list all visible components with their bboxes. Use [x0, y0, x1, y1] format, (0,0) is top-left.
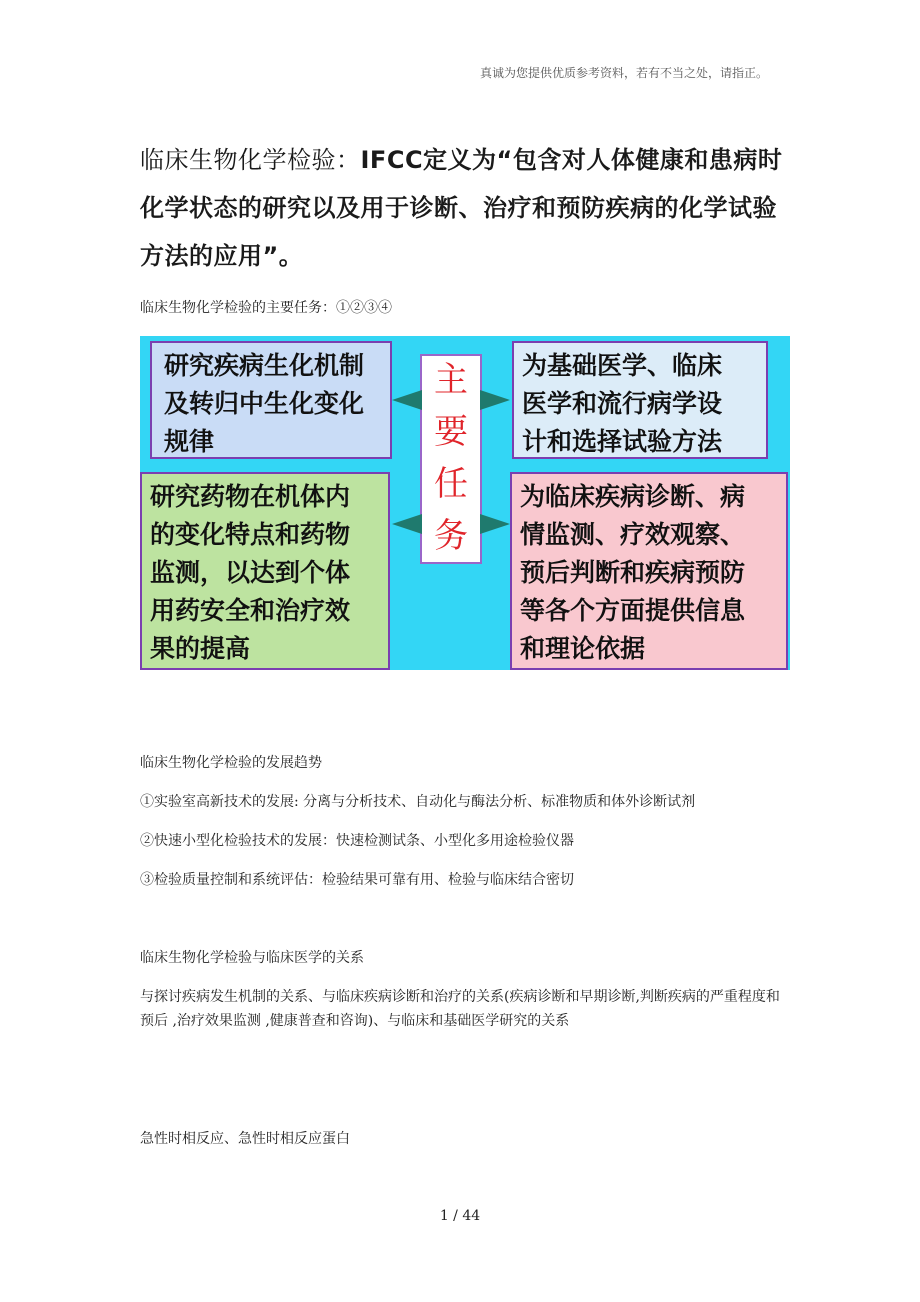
- center-label-box: [420, 354, 482, 564]
- center-char: 务: [434, 516, 468, 556]
- arrow-left-top-icon: [390, 388, 422, 412]
- main-tasks-diagram: [140, 336, 790, 670]
- page-number: 1 / 44: [439, 1208, 481, 1224]
- definition-title: [140, 136, 790, 280]
- center-char: 主: [434, 360, 468, 400]
- title-bold: IFCC定义为“包含对人体健康和患病时化学状态的研究以及用于诊断、治疗和预防疾病的化学试验方法的应用”。: [140, 146, 783, 270]
- center-char: 要: [434, 412, 468, 452]
- task-line: 计和选择试验方法: [522, 427, 723, 456]
- task-line: 和理论依据: [520, 634, 646, 663]
- task-line: 预后判断和疾病预防: [520, 558, 746, 587]
- task-box-methods: [512, 341, 768, 459]
- acute-phase-heading: 急性时相反应、急性时相反应蛋白: [140, 1131, 350, 1147]
- tasks-heading: 临床生物化学检验的主要任务：①②③④: [140, 300, 392, 316]
- center-char: 任: [434, 464, 468, 504]
- task-line: 的变化特点和药物: [150, 520, 351, 549]
- task-line: 研究疾病生化机制: [164, 351, 365, 380]
- header-note: 真诚为您提供优质参考资料，若有不当之处，请指正。: [480, 66, 769, 80]
- task-line: 医学和流行病学设: [522, 389, 723, 418]
- task-line: 及转归中生化变化: [164, 389, 365, 418]
- arrow-left-bottom-icon: [390, 512, 422, 536]
- task-box-drugs: [140, 472, 390, 670]
- task-line: 用药安全和治疗效: [150, 596, 351, 625]
- trend-item: ①实验室高新技术的发展: 分离与分析技术、自动化与酶法分析、标准物质和体外诊断试剂: [140, 794, 696, 810]
- arrow-right-bottom-icon: [480, 512, 512, 536]
- task-line: 为临床疾病诊断、病: [520, 482, 746, 511]
- task-line: 果的提高: [150, 634, 251, 663]
- relation-body: 与探讨疾病发生机制的关系、与临床疾病诊断和治疗的关系(疾病诊断和早期诊断,判断疾病的严重程度和预后 ,治疗效果监测 ,健康普查和咨询)、与临床和基础医学研究的关系: [140, 989, 780, 1029]
- trend-item: ③检验质量控制和系统评估：检验结果可靠有用、检验与临床结合密切: [140, 872, 574, 888]
- title-lead: 临床生物化学检验：: [140, 146, 361, 174]
- task-line: 等各个方面提供信息: [520, 596, 746, 625]
- relation-heading: 临床生物化学检验与临床医学的关系: [140, 950, 364, 966]
- task-line: 研究药物在机体内: [150, 482, 351, 511]
- trend-item: ②快速小型化检验技术的发展：快速检测试条、小型化多用途检验仪器: [140, 833, 574, 849]
- task-line: 情监测、疗效观察、: [520, 520, 746, 549]
- arrow-right-top-icon: [480, 388, 512, 412]
- task-box-mechanism: [150, 341, 392, 459]
- task-line: 规律: [164, 427, 215, 456]
- task-line: 为基础医学、临床: [522, 351, 723, 380]
- task-line: 监测，以达到个体: [150, 558, 351, 587]
- task-box-clinical: [510, 472, 788, 670]
- trends-heading: 临床生物化学检验的发展趋势: [140, 755, 322, 771]
